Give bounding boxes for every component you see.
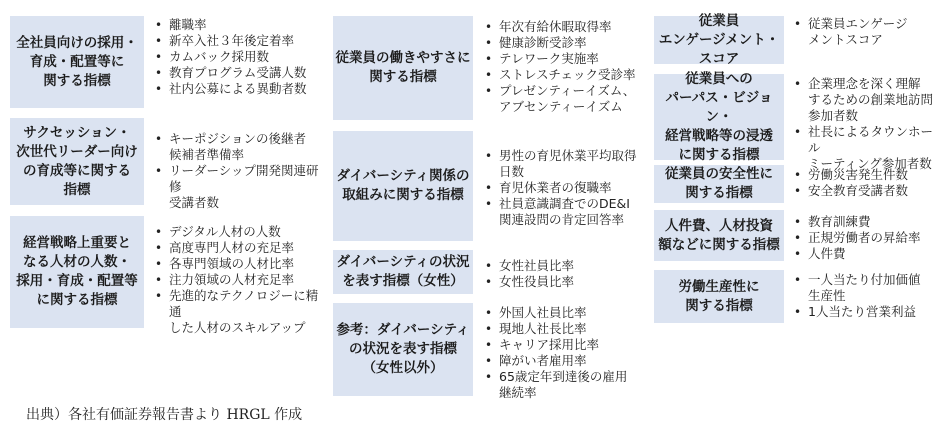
- card-strategic-talent: [10, 216, 144, 328]
- list-item: • 注力領域の人材充足率: [155, 272, 330, 288]
- list-item: • 社員意識調査でのDE&I 関連設問の肯定回答率: [485, 196, 645, 228]
- indicator-list: [794, 214, 934, 262]
- card-recruitment-training-placement: [10, 16, 144, 108]
- list-item: • 教育プログラム受講人数: [155, 65, 330, 81]
- card-engagement-score: [654, 12, 784, 67]
- indicator-list: [485, 19, 645, 115]
- card-labor-productivity: [654, 270, 784, 323]
- card-title: 従業員 エンゲージメント・ スコア: [658, 12, 780, 67]
- card-title: サクセッション・ 次世代リーダー向け の育成等に関する 指標: [16, 124, 138, 198]
- list-item: • 障がい者雇用率: [485, 353, 645, 369]
- list-item: • 先進的なテクノロジーに精通 した人材のスキルアップ: [155, 288, 330, 336]
- card-title: ダイバーシティ関係の 取組みに関する指標: [336, 168, 470, 203]
- card-title: 人件費、人材投資 額などに関する指標: [658, 217, 780, 253]
- card-diversity-women: [333, 250, 473, 294]
- indicator-list: [794, 16, 934, 48]
- indicator-list: [485, 305, 645, 401]
- list-item: • 社内公募による異動者数: [155, 81, 330, 97]
- card-purpose-vision: [654, 70, 784, 163]
- list-item: • 教育訓練費: [794, 214, 934, 230]
- list-item: • 男性の育児休業平均取得 日数: [485, 148, 645, 180]
- indicator-list: [155, 131, 330, 211]
- indicator-list: [155, 224, 330, 336]
- card-title: ダイバーシティの状況 を表す指標（女性）: [336, 254, 470, 289]
- list-item: • キャリア採用比率: [485, 337, 645, 353]
- list-item: • 健康診断受診率: [485, 35, 645, 51]
- indicator-list: [485, 148, 645, 228]
- list-item: • 外国人社員比率: [485, 305, 645, 321]
- list-item: • リーダーシップ開発関連研修 受講者数: [155, 163, 330, 211]
- list-item: • 現地人社長比率: [485, 321, 645, 337]
- card-title: 従業員の安全性に 関する指標: [665, 166, 773, 201]
- indicator-list: [794, 76, 939, 172]
- list-item: • 人件費: [794, 246, 934, 262]
- card-title: 全社員向けの採用・ 育成・配置等に 関する指標: [16, 34, 138, 89]
- list-item: • 社長によるタウンホール ミーティング参加者数: [794, 124, 939, 172]
- list-item: • キーポジションの後継者 候補者準備率: [155, 131, 330, 163]
- list-item: • 65歳定年到達後の雇用 継続率: [485, 369, 645, 401]
- list-item: • プレゼンティーイズム、 アブセンティーイズム: [485, 83, 645, 115]
- list-item: • 一人当たり付加価値 生産性: [794, 272, 934, 304]
- card-title: 経営戦略上重要と なる人材の人数・ 採用・育成・配置等 に関する指標: [16, 235, 138, 308]
- list-item: • 新卒入社３年後定着率: [155, 33, 330, 49]
- list-item: • カムバック採用数: [155, 49, 330, 65]
- list-item: • 年次有給休暇取得率: [485, 19, 645, 35]
- card-title: 労働生産性に 関する指標: [678, 278, 760, 314]
- list-item: • 企業理念を深く理解 するための創業地訪問 参加者数: [794, 76, 939, 124]
- list-item: • デジタル人材の人数: [155, 224, 330, 240]
- list-item: • 従業員エンゲージ メントスコア: [794, 16, 934, 48]
- card-diversity-other: [333, 303, 473, 396]
- indicator-list: [794, 272, 934, 320]
- list-item: • 女性役員比率: [485, 274, 645, 290]
- list-item: • 育児休業者の復職率: [485, 180, 645, 196]
- list-item: • 正規労働者の昇給率: [794, 230, 934, 246]
- card-title: 従業員への パーパス・ビジョン・ 経営戦略等の浸透 に関する指標: [665, 70, 773, 163]
- card-work-comfort: [333, 16, 473, 120]
- indicator-list: [155, 17, 330, 97]
- indicator-list: [485, 258, 645, 290]
- indicator-list: [794, 167, 934, 199]
- list-item: • 女性社員比率: [485, 258, 645, 274]
- card-title: 参考：ダイバーシティ の状況を表す指標 （女性以外）: [336, 322, 470, 376]
- source-note: 出典）各社有価証券報告書より HRGL 作成: [26, 407, 303, 423]
- card-title: 従業員の働きやすさに 関する指標: [335, 50, 471, 85]
- list-item: • 1人当たり営業利益: [794, 304, 934, 320]
- list-item: • 各専門領域の人材比率: [155, 256, 330, 272]
- list-item: • ストレスチェック受診率: [485, 67, 645, 83]
- list-item: • 労働災害発生件数: [794, 167, 934, 183]
- card-succession-next-leaders: [10, 118, 144, 205]
- card-labor-cost-investment: [654, 210, 784, 261]
- list-item: • テレワーク実施率: [485, 51, 645, 67]
- card-safety: [654, 165, 784, 203]
- list-item: • 離職率: [155, 17, 330, 33]
- card-diversity-initiatives: [333, 131, 473, 241]
- list-item: • 高度専門人材の充足率: [155, 240, 330, 256]
- list-item: • 安全教育受講者数: [794, 183, 934, 199]
